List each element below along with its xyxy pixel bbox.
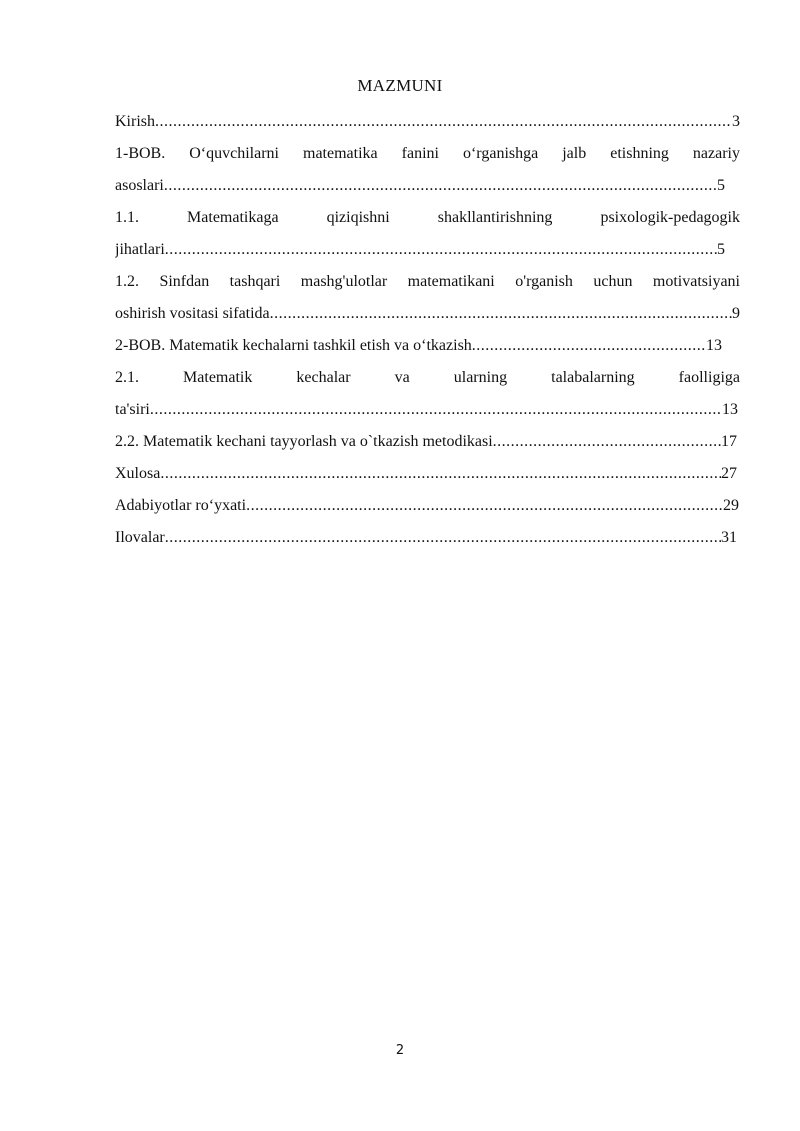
dot-leader <box>246 490 723 522</box>
toc-page-number: 29 <box>723 497 739 514</box>
toc-entry-2-2 <box>115 426 740 458</box>
toc-entry-title-line1: 1-BOB. O‘quvchilarni matematika fanini o‘rganishga jalb etishning nazariy <box>115 145 740 162</box>
dot-leader <box>150 394 722 426</box>
toc-entry-title: Xulosa <box>115 465 161 482</box>
toc-page-number: 5 <box>717 241 725 258</box>
toc-page-number: 27 <box>721 465 737 482</box>
toc-entry-title-line2: ta'siri <box>115 401 150 418</box>
dot-leader <box>155 106 732 138</box>
toc-entry-title: Adabiyotlar ro‘yxati <box>115 497 247 514</box>
toc-entry-bob1 <box>115 138 740 202</box>
dot-leader <box>270 298 732 330</box>
toc-entry-title-line1: 2.1. Matematik kechalar va ularning talabalarning faolligiga <box>115 369 740 386</box>
toc-page-number: 9 <box>732 305 740 322</box>
toc-page-number: 17 <box>721 433 737 450</box>
toc-entry-title-line2: jihatlari <box>115 241 165 258</box>
toc-entry-kirish <box>115 106 740 138</box>
toc-entry-1-2 <box>115 266 740 330</box>
toc-title: MAZMUNI <box>357 76 443 95</box>
dot-leader <box>165 522 721 554</box>
table-of-contents <box>115 106 740 554</box>
toc-entry-title: 2-BOB. Matematik kechalarni tashkil etish va o‘tkazish <box>115 337 472 354</box>
toc-entry-title-line1: 1.2. Sinfdan tashqari mashg'ulotlar matematikani o'rganish uchun motivatsiyani <box>115 273 740 290</box>
toc-entry-title: Ilovalar <box>115 529 165 546</box>
toc-entry-title-line2: asoslari <box>115 177 164 194</box>
toc-entry-adabiyotlar <box>115 490 740 522</box>
toc-entry-title-line1: 1.1. Matematikaga qiziqishni shakllantirishning psixologik-pedagogik <box>115 209 740 226</box>
dot-leader <box>493 426 721 458</box>
dot-leader <box>472 330 706 362</box>
toc-entry-ilovalar <box>115 522 740 554</box>
toc-entry-title: 2.2. Matematik kechani tayyorlash va o`tkazish metodikasi <box>115 433 493 450</box>
toc-page-number: 13 <box>722 401 738 418</box>
toc-entry-title: Kirish <box>115 113 155 130</box>
toc-page-number: 13 <box>706 337 722 354</box>
toc-entry-title-line2: oshirish vositasi sifatida <box>115 305 270 322</box>
dot-leader <box>160 458 721 490</box>
dot-leader <box>164 170 717 202</box>
page-number: 2 <box>395 1043 405 1058</box>
toc-page-number: 5 <box>717 177 725 194</box>
toc-entry-bob2 <box>115 330 740 362</box>
toc-page-number: 3 <box>732 113 740 130</box>
toc-page-number: 31 <box>721 529 737 546</box>
toc-entry-1-1 <box>115 202 740 266</box>
dot-leader <box>165 234 717 266</box>
toc-entry-2-1 <box>115 362 740 426</box>
toc-entry-xulosa <box>115 458 740 490</box>
